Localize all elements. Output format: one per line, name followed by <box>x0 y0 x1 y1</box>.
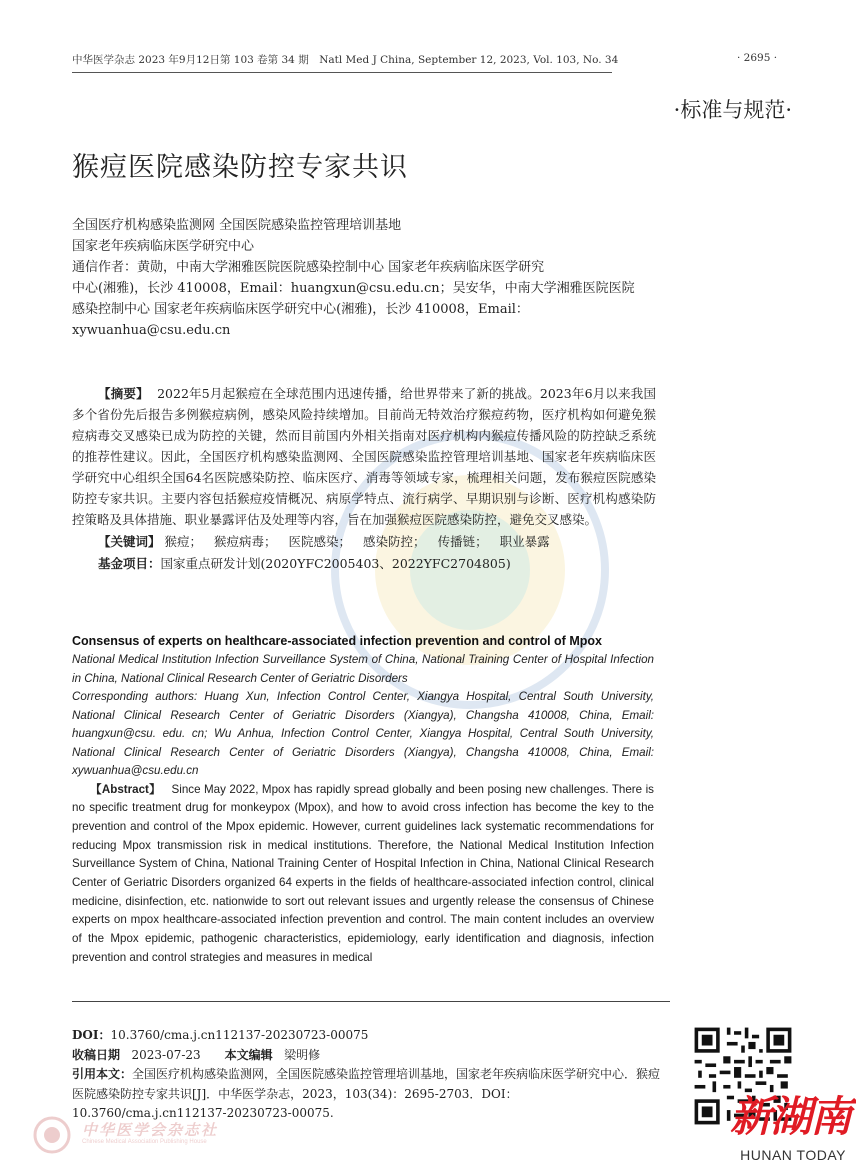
page-number: · 2695 · <box>737 52 778 64</box>
abstract-en <box>72 781 654 968</box>
corresponding-line: 通信作者：黄勋，中南大学湘雅医院医院感染控制中心 国家老年疾病临床医学研究 <box>72 260 545 275</box>
abstract-cn-label: 【摘要】 <box>98 386 149 401</box>
funding-cn-label: 基金项目： <box>98 556 161 571</box>
publisher-logo-text: 中华医学会杂志社 <box>82 1121 219 1139</box>
affiliation-line: 全国医疗机构感染监测网 全国医院感染监控管理培训基地 <box>72 218 402 233</box>
abstract-cn <box>72 383 656 574</box>
corresponding-line: xywuanhua@csu.edu.cn <box>72 323 231 338</box>
received-label: 收稿日期 <box>72 1047 121 1062</box>
abstract-en-text: Since May 2022, Mpox has rapidly spread globally and been posing new challenges. There is no specific treatment drug for monkeypox (Mpox), and how to avoid cross infection has become the key to the prevention and control of the Mpox epidemic. However, current guidelines lack systematic recommendations for reducing Mpox transmission risk in medical institutions. Therefore, the National Medical Institution Infection Surveillance System of China, National Training Center of Hospital Infection in China, National Clinical Research Center of Geriatric Disorders organized 64 experts in the fields of healthcare-associated infection control, clinical medicine, disinfection, etc. nationwide to sort out relevant issues and urgently release the consensus of Chinese experts on mpox healthcare-associated infection prevention and control. The main content includes an overview of the Mpox epidemic, pathogenic characteristics, epidemiology, early identification and diagnosis, infection prevention and control strategies and measures in medical <box>72 782 654 964</box>
keyword: 猴痘病毒； <box>214 534 277 549</box>
article-title-cn: 猴痘医院感染防控专家共识 <box>72 152 408 183</box>
article-title-en: Consensus of experts on healthcare-associated infection prevention and control of Mpox <box>72 634 602 648</box>
doi-label: DOI： <box>72 1028 111 1042</box>
running-header: 中华医学杂志 2023 年9月12日第 103 卷第 34 期 Natl Med J China, September 12, 2023, Vol. 103, No. 34 <box>72 52 612 73</box>
keyword: 医院感染； <box>288 534 352 549</box>
affiliation-line: 国家老年疾病临床医学研究中心 <box>72 239 255 254</box>
publisher-logo-sub: Chinese Medical Association Publishing House <box>82 1139 207 1145</box>
doi-line <box>72 1026 672 1046</box>
corresponding-line: 感染控制中心 国家老年疾病临床医学研究中心(湘雅)，长沙 410008，Email： <box>72 302 529 317</box>
brand-cn: 新湖南 <box>729 1092 850 1141</box>
keywords-cn-label: 【关键词】 <box>98 534 161 549</box>
citation-text: 全国医疗机构感染监测网，全国医院感染监控管理培训基地，国家老年疾病临床医学研究中心．猴痘医院感染防控专家共识[J]．中华医学杂志，2023，103(34)：2695-2703．DOI：10.3760/cma.j.cn112137-20230723-00075. <box>72 1067 661 1120</box>
affiliation-en: National Medical Institution Infection Surveillance System of China, National Training Center of Hospital Infection in China, National Clinical Research Center of Geriatric Disorders <box>72 653 654 685</box>
abstract-cn-text: 2022年5月起猴痘在全球范围内迅速传播，给世界带来了新的挑战。2023年6月以来我国多个省份先后报告多例猴痘病例，感染风险持续增加。目前尚无特效治疗猴痘药物，医疗机构如何避免猴痘病毒交叉感染已成为防控的关键，然而目前国内外相关指南对医疗机构内猴痘传播风险的防控缺乏系统的推荐性建议。因此，全国医疗机构感染监测网、全国医院感染监控管理培训基地、国家老年疾病临床医学研究中心组织全国64名医院感染防控、临床医疗、消毒等领域专家，梳理相关问题，发布猴痘医院感染防控专家共识。主要内容包括猴痘疫情概况、病原学特点、流行病学、早期识别与诊断、医疗机构感染防控策略及具体措施、职业暴露评估及处理等内容，旨在加强猴痘医院感染防控，避免交叉感染。 <box>72 386 656 527</box>
received-line <box>72 1046 672 1066</box>
publisher-logo-icon <box>30 1115 74 1155</box>
corresponding-en: Corresponding authors: Huang Xun, Infection Control Center, Xiangya Hospital, Central South University, National Clinical Research Center of Geriatric Disorders (Xiangya), Changsha 410008, China, Email: huangxun@csu. edu. cn; Wu Anhua, Infection Control Center, Xiangya Hospital, Central South University, National Clinical Research Center of Geriatric Disorders (Xiangya), Changsha 410008, China, Email: xywuanhua@csu.edu.cn <box>72 690 654 777</box>
corresponding-line: 中心(湘雅)，长沙 410008，Email：huangxun@csu.edu.cn；吴安华，中南大学湘雅医院医院 <box>72 281 635 296</box>
hunan-today-logo <box>716 1082 856 1169</box>
citation-label: 引用本文： <box>72 1067 133 1081</box>
english-abstract-block <box>72 634 654 968</box>
funding-cn <box>72 553 656 574</box>
keyword: 感染防控； <box>363 534 426 549</box>
funding-cn-text: 国家重点研发计划(2020YFC2005403、2022YFC2704805) <box>160 556 511 571</box>
editor-name: 梁明修 <box>284 1047 321 1062</box>
keywords-cn <box>72 531 656 552</box>
article-footnote <box>72 1026 672 1124</box>
author-info-cn <box>72 215 654 341</box>
keyword: 职业暴露 <box>499 534 550 549</box>
editor-label: 本文编辑 <box>224 1047 273 1062</box>
keyword: 传播链； <box>437 534 488 549</box>
received-date: 2023-07-23 <box>131 1047 201 1062</box>
brand-en: HUNAN TODAY <box>740 1147 846 1163</box>
abstract-cn-paragraph <box>72 383 656 530</box>
section-tag: ·标准与规范· <box>673 98 792 122</box>
doi-value[interactable]: 10.3760/cma.j.cn112137-20230723-00075 <box>110 1028 369 1042</box>
abstract-en-label: 【Abstract】 <box>90 782 162 796</box>
publisher-logo <box>30 1115 430 1155</box>
footnote-divider <box>72 1001 670 1002</box>
keyword: 猴痘； <box>164 534 203 549</box>
